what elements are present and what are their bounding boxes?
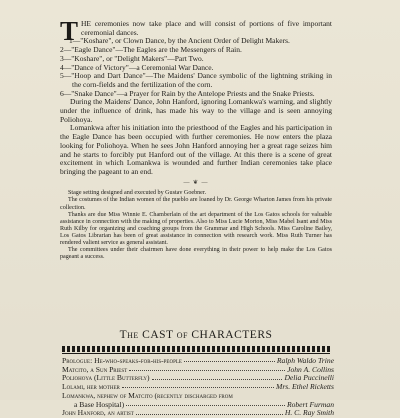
cast-actor: John A. Collins [287, 364, 334, 374]
maidens-dance-paragraph: During the Maidens' Dance, John Hanford, ignoring Lomankwa's warning, and slightly under the influence of drink, has made his way to the village and is seen annoying Poliohoya. [60, 97, 332, 124]
cast-role: Lomankwa, nephew of Matcito (recently discharged from [62, 390, 233, 400]
dance-item: 2—"Eagle Dance"—The Eagles are the Messengers of Rain. [60, 45, 242, 55]
credits-block [60, 190, 332, 261]
cast-row [62, 409, 334, 418]
credit-line: Stage setting designed and executed by Gustav Goebner. [68, 190, 207, 197]
cast-list [62, 357, 334, 418]
leader-dots [126, 404, 285, 406]
cast-role: Matcito, a Sun Priest [62, 364, 128, 374]
cast-actor: Mrs. Ethel Ricketts [276, 382, 334, 392]
dance-item: 4—"Dance of Victory"—a Ceremonial War Dance. [60, 62, 214, 72]
lomankwa-paragraph: Lomankwa after his initiation into the priesthood of the Eagles and his participation in the Eagle Dance has been occupied with further ceremonies. He now enters the plaza looking for Poliohoya. When he sees John Hanford annoying her a great rage seizes him and he starts to forcibly put Hanford out of the village. At this there is a scene of great excitement in which Lomankwa is wounded and further Indian ceremonies take place bringing the pageant to an end. [60, 123, 332, 176]
dance-item: 5—"Hoop and Dart Dance"—The Maidens' Dance symbolic of the lightning striking in the corn-fields and the fertilization of the corn. [60, 71, 332, 89]
drop-cap: T [60, 16, 79, 46]
dance-list [60, 37, 332, 98]
cast-actor: H. C. Ray Smith [284, 408, 334, 418]
leader-dots [129, 369, 285, 371]
decorative-rule [62, 346, 330, 352]
cast-actor: Ralph Waldo Trine [276, 356, 334, 365]
dance-item: 1—"Koshare", or Clown Dance, by the Ancient Order of Delight Makers. [69, 36, 290, 46]
cast-role: Poliohoya (Little Butterfly) [62, 373, 150, 383]
leader-dots [136, 413, 283, 415]
cast-heading: The CAST of CHARACTERS [119, 329, 273, 341]
cast-role: a Base Hospital) [74, 399, 125, 409]
cast-actor: Delia Puccinelli [284, 373, 334, 383]
leader-dots [122, 386, 274, 388]
dance-item: 3—"Koshare", or "Delight Makers"—Part Two. [60, 53, 204, 63]
ornament-divider: — ❦ — [183, 179, 209, 186]
dance-item: 6—"Snake Dance"—a Prayer for Rain by the Antelope Priests and the Snake Priests. [60, 88, 315, 98]
cast-role: Prologue: He-who-speaks-for-his-people [62, 356, 182, 365]
intro-text: HE ceremonies now take place and will consist of portions of five important ceremonial dances. [81, 19, 332, 37]
cast-role: John Hanford, an artist [62, 408, 134, 418]
leader-dots [152, 378, 283, 380]
cast-actor: Robert Furman [286, 399, 334, 409]
cast-role: Lolami, her mother [62, 382, 120, 392]
credit-line: The committees under their chairmen have done everything in their power to help make the Los Gatos pageant a success. [60, 247, 332, 261]
credit-line: The costumes of the Indian women of the pueblo are loaned by Dr. George Wharton James from his private collection. [60, 197, 332, 211]
synopsis-column [60, 16, 332, 261]
leader-dots [184, 360, 275, 362]
credit-line: Thanks are due Miss Winnie E. Chamberlain of the art department of the Los Gatos schools for valuable assistance in connection with the making of properties. Also to Miss Lucie Morton, Miss Mabel Isant and Miss Ruth Kilby for organizing and coaching groups from the Grammar and High Schools. Miss Caroline Bailey, Los Gatos Librarian has been of great assistance in connection with research work. Miss Ruth Turner has rendered valient service as general assistant. [60, 211, 332, 247]
